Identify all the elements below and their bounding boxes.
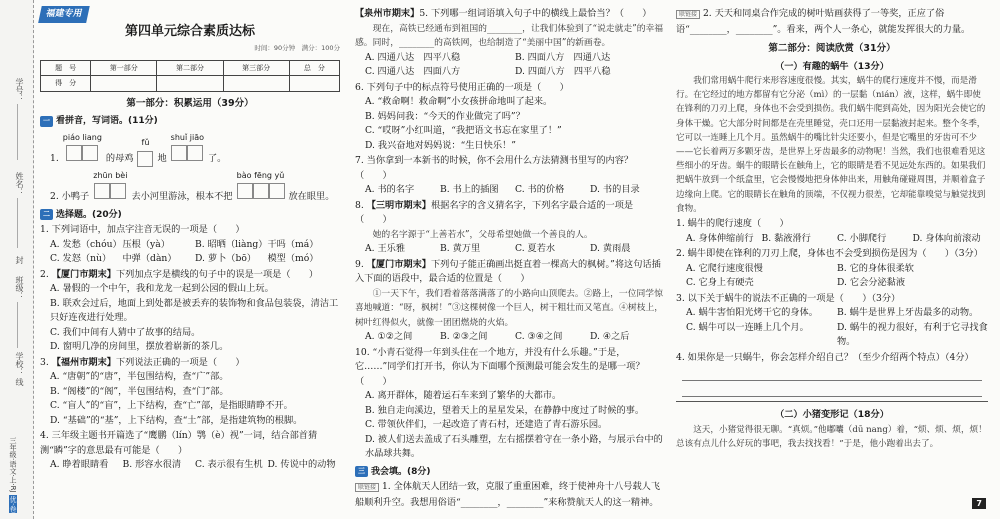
section-number-icon: 二	[40, 209, 53, 220]
option-a[interactable]: A. 王乐雅	[365, 243, 406, 254]
question-stem: 9. 【厦门市期末】下列句子能正确画出挺直着一棵高大的枫树。”将这句话插入下面的语段中，最合适的位置是（ ）	[355, 258, 661, 284]
option-list	[40, 458, 340, 473]
option-c[interactable]: C. ③④之间	[515, 331, 563, 342]
line-mark: 线	[15, 378, 24, 386]
option-d[interactable]: D. 身体向前滚动	[912, 232, 981, 244]
book-label	[4, 437, 18, 513]
option-c[interactable]: C. 表示很有生机	[195, 459, 263, 470]
option-d[interactable]: D. 蜗牛的视力很好，有利于它寻找食物。	[837, 321, 988, 348]
option-d[interactable]: D. 被人们送去盖成了石头雕塑，左右摇摆着守在一条小路，与展示台中的水晶球共舞。	[365, 433, 663, 459]
option-d[interactable]: D. “基础”的“基”，上下结构，查“土”部，是指建筑物的根脚。	[50, 414, 303, 426]
exam-meta: 时间：90分钟 满分：100分	[254, 44, 340, 52]
section-2-heading	[40, 208, 340, 223]
option-list	[676, 306, 988, 350]
passage-2-text: 这天，小猪觉得很无聊。“真烦。”他嘟囔（dū nang）着，“烦、烦、烦，烦！总该有点儿什么好玩的事吧，我去找找看！”于是，他小跑着出去了。	[676, 424, 987, 449]
option-list	[355, 183, 665, 198]
option-a[interactable]: A. 离开群体，随着运石车来到了繁华的大都市。	[365, 390, 562, 401]
question-stem: 4. 三年级主题书开篇选了“鹰鹏（lín）鹗（è）视”一词，结合部首猜测“瞵”字的意思最有可能是（ ）	[40, 430, 318, 456]
option-list	[676, 262, 988, 291]
question-text: 根据名字的含义猜名字，下列名字最合适的一项是（ ）	[355, 199, 634, 225]
question-stem: 2. 【厦门市期末】下列加点字是横线的句子中的误是一项是（ ）	[40, 268, 319, 280]
option-b[interactable]: B. ②③之间	[440, 331, 488, 342]
score-header-cell: 总 分	[289, 60, 339, 76]
question-text: 1. 全体航天人团结一致，克服了重重困难，终于使神舟十八号载人飞船顺利升空。我想用俗语“________，________”来称赞航天人的这一精神。	[355, 481, 661, 508]
pinyin-box-group	[237, 169, 285, 205]
question-text: 去小河里游泳，根本不把	[131, 191, 233, 202]
question-stem: 7. 当你拿到一本新书的时候，你不会用什么方法猜测书里写的内容？（ ）	[355, 155, 634, 181]
answer-box[interactable]	[94, 183, 110, 199]
region-badge: 福建专用	[38, 6, 90, 23]
part1-title: 第一部分：积累运用（39分）	[126, 97, 254, 109]
option-b-word: 干吗（má）	[267, 238, 319, 250]
name-line[interactable]	[17, 198, 18, 248]
option-d[interactable]: D. 黄雨晨	[590, 243, 631, 254]
pinyin-box-group	[137, 136, 153, 167]
score-input-cell[interactable]	[223, 76, 289, 92]
option-b[interactable]: B. “阁楼”的“阁”，半包围结构，查“门”部。	[50, 385, 229, 397]
school-label: 学校：	[15, 352, 24, 376]
score-label-cell: 得 分	[41, 76, 91, 92]
pinyin-box-group	[171, 131, 204, 167]
question-text: 下列加点字是横线的句子中的误是一项是（ ）	[116, 268, 319, 280]
part2-title: 第二部分：阅读欣赏（31分）	[768, 43, 896, 54]
option-list	[355, 389, 665, 462]
source-tag: 【泉州市期末】	[355, 8, 420, 19]
option-d[interactable]: D. 萝卜（bō）	[195, 253, 257, 264]
section-number-icon: 一	[40, 116, 53, 127]
page-title: 第四单元综合素质达标	[124, 23, 255, 39]
score-table	[40, 60, 340, 92]
column-1	[40, 6, 340, 473]
option-a[interactable]: A. ①②之间	[365, 331, 413, 342]
question-stem	[355, 7, 665, 22]
answer-box[interactable]	[82, 145, 98, 161]
option-b[interactable]: B. 妈妈问我：“今天的作业做完了吗”？	[365, 110, 525, 122]
section-divider	[676, 401, 988, 402]
option-c[interactable]: C. 书的价格	[515, 184, 565, 195]
section-1-title: 看拼音，写词语。(11分)	[56, 116, 158, 126]
question-stem: 2. 蜗牛即使在锋利的刀刃上爬，身体也不会受到损伤是因为（ ）（3分）	[676, 248, 983, 260]
passage-2-title: （二）小猪变形记（18分）	[775, 409, 889, 421]
option-list	[355, 95, 665, 153]
score-input-cell[interactable]	[157, 76, 223, 92]
score-header-cell: 第二部分	[157, 60, 223, 76]
section-1-heading	[40, 114, 340, 129]
page-number: 7	[972, 498, 986, 509]
option-c[interactable]: C. 小脚爬行	[837, 232, 887, 244]
option-d-word: 模型（mó）	[267, 253, 319, 264]
question-text: 放在眼里。	[288, 191, 335, 202]
option-c[interactable]: C. 蜗牛可以一连睡上几个月。	[686, 321, 809, 333]
pinyin-question-2	[50, 169, 340, 205]
question-quote: 她的名字源于“上善若水”，父母希望她做一个善良的人。	[372, 229, 593, 240]
option-a[interactable]: A. 蜗牛害怕阳光烤干它的身体。	[686, 307, 818, 319]
student-id-label: 学号：	[15, 78, 24, 102]
option-d[interactable]: D. 它会分泌黏液	[837, 277, 906, 289]
option-b[interactable]: B. 联欢会过后，地面上到处都是被丢弃的装饰物和食品包装袋，清洁工只好连夜进行处理。	[50, 297, 339, 323]
link-tag: 联链接	[355, 483, 379, 492]
source-tag: 【厦门市期末】	[51, 268, 116, 280]
source-tag: 【三明市期末】	[366, 199, 431, 211]
question-stem: 3. 以下关于蜗牛的说法不正确的一项是（ ）（3分）	[676, 292, 901, 304]
option-a[interactable]: A. “救命啊！救命啊”小女孩拼命地叫了起来。	[365, 96, 553, 107]
score-input-cell[interactable]	[91, 76, 157, 92]
option-list	[40, 238, 340, 267]
source-tag: 【厦门市期末】	[366, 258, 431, 270]
option-d[interactable]: D. 四面八方 四平八稳	[515, 66, 611, 77]
pinyin-text: piáo liang	[62, 132, 102, 142]
option-c[interactable]: C. 我们中间有人猜中了故事的结局。	[50, 326, 201, 338]
option-a[interactable]: A. 暑假的一个中午，我和龙龙一起到公园的假山上玩。	[50, 283, 274, 294]
option-a[interactable]: A. 它爬行速度很慢	[686, 262, 763, 274]
answer-line[interactable]	[682, 383, 982, 397]
question-text: 的母鸡	[105, 153, 134, 164]
option-b[interactable]: B. 蜗牛是世界上牙齿最多的动物。	[837, 307, 979, 319]
option-c[interactable]: C. 它身上有硬壳	[686, 277, 754, 289]
option-a[interactable]: A. 书的名字	[365, 184, 415, 195]
fold-mark: 封	[15, 256, 24, 264]
option-c[interactable]: C. 发怒（nù）	[50, 253, 112, 264]
section-3-heading	[355, 465, 665, 480]
question-text: 5. 下列哪一组词语填入句子中的横线上最恰当？（ ）	[419, 8, 652, 19]
option-d[interactable]: D. ④之后	[590, 331, 630, 342]
book-label-text: 三年级·语文·上·RJ	[9, 436, 17, 493]
option-list	[355, 51, 665, 80]
question-text: 2. 小鸭子	[50, 191, 90, 202]
option-a[interactable]: A. 身体伸缩前行	[686, 232, 754, 244]
binding-margin	[0, 0, 34, 519]
question-stem: 10. “小青石觉得一年到头住在一个地方，并没有什么乐趣。”于是，它……”同学们打开书，你认为下面哪个预测最可能会发生的是哪一项？（ ）	[355, 346, 645, 387]
answer-box[interactable]	[269, 183, 285, 199]
answer-box[interactable]	[187, 145, 203, 161]
answer-box[interactable]	[110, 183, 126, 199]
class-line[interactable]	[17, 302, 18, 348]
question-text: 下列说法正确的一项是（ ）	[116, 356, 245, 368]
option-c[interactable]: C. 带领伙伴们，一起改造了青石村，还建造了青石游乐园。	[365, 419, 608, 430]
option-d[interactable]: D. 传说中的动物	[267, 459, 336, 470]
class-label: 班级：	[15, 276, 24, 300]
option-d[interactable]: D. 窗明几净的房间里，摆放着崭新的茶几。	[50, 341, 229, 352]
option-a-word: 压根（yà）	[122, 238, 170, 250]
pinyin-text: shuǐ jiāo	[170, 132, 204, 142]
section-number-icon: 三	[355, 466, 368, 477]
question-stem: 8. 【三明市期末】根据名字的含义猜名字，下列名字最合适的一项是（ ）	[355, 199, 634, 225]
question-text: 地	[157, 153, 167, 164]
option-d[interactable]: D. 我兴奋地对妈妈说：“生日快乐！”	[365, 139, 516, 151]
question-stem: 4. 如果你是一只蜗牛，你会怎样介绍自己？（至少介绍两个特点）（4分）	[676, 351, 974, 363]
section-3-title: 我会填。(8分)	[371, 466, 431, 477]
option-a[interactable]: A. 睁着眼睛看	[50, 459, 109, 470]
option-b[interactable]: B. 独自走向溪边，望着天上的星星发呆，在静静中度过了时候的事。	[365, 404, 645, 416]
option-list	[355, 330, 665, 345]
question-stem: 3. 【福州市期末】下列说法正确的一项是（ ）	[40, 356, 245, 368]
option-b[interactable]: B. 书上的插图	[440, 184, 499, 195]
score-header-cell: 题 号	[41, 60, 91, 76]
question-stem	[355, 480, 665, 510]
question-stem: 1. 蜗牛的爬行速度（ ）	[676, 218, 789, 230]
brand-label: 优·卷	[9, 495, 17, 512]
option-a[interactable]: A. 发愁（chóu）	[50, 238, 122, 250]
column-2	[355, 6, 665, 510]
option-b[interactable]: B. 四面八方 四通八达	[515, 51, 611, 63]
question-stem: 6. 下列句子中的标点符号使用正确的一项是（ ）	[355, 81, 569, 93]
option-d[interactable]: D. 书的目录	[590, 184, 640, 195]
question-text: 下列句子能正确画出挺直着一棵高大的枫树。”将这句话插入下面的语段中，最合适的位置是（ ）	[355, 258, 661, 284]
answer-box[interactable]	[237, 183, 253, 199]
option-b[interactable]: B. 黄万里	[440, 243, 481, 254]
question-stem	[676, 7, 988, 37]
question-quote: 现在，高铁已经通布到祖国的________，让我们体验到了“说走就走”的幸福感。同时，________的高铁网，也给制造了“美丽中国”的新画卷。	[355, 23, 664, 48]
answer-box[interactable]	[137, 151, 153, 167]
option-c[interactable]: C. “盲人”的“盲”，上下结构，查“亡”部，是指眼睛睁不开。	[50, 400, 293, 411]
column-3	[676, 6, 988, 451]
option-b[interactable]: B. 形容水很清	[122, 459, 182, 470]
name-label: 姓名：	[15, 172, 24, 196]
pinyin-box-group	[63, 131, 102, 167]
question-quote: ①一天下午，我们看着落落满落了的小路向山顶爬去。②路上，一位同学惊喜地喊道：“呀，枫树！”③这棵树像一个巨人，树干粗壮而又笔直。④树枝上，树叶红得似火，就像一团团燃烧的火焰。	[355, 288, 664, 328]
answer-line[interactable]	[682, 367, 982, 381]
answer-box[interactable]	[253, 183, 269, 199]
pinyin-box-group	[93, 169, 127, 205]
option-c[interactable]: C. 四通八达 四面八方	[365, 66, 461, 77]
passage-1-title: （一）有趣的蜗牛（13分）	[775, 60, 889, 72]
pinyin-text: fǔ	[141, 138, 150, 147]
answer-box[interactable]	[66, 145, 82, 161]
section-2-title: 选择题。(20分)	[56, 209, 122, 220]
option-a[interactable]: A. 四通八达 四平八稳	[365, 51, 461, 63]
option-c-word: 中弹（dàn）	[122, 253, 177, 264]
score-header-cell: 第三部分	[223, 60, 289, 76]
option-list	[40, 282, 340, 355]
option-c[interactable]: C. 夏若水	[515, 243, 556, 254]
option-b[interactable]: B. 它的身体很柔软	[837, 262, 914, 274]
pinyin-text: bào fēng yǔ	[236, 170, 285, 180]
source-tag: 【福州市期末】	[51, 356, 116, 368]
answer-box[interactable]	[171, 145, 187, 161]
option-list	[355, 242, 665, 257]
option-b[interactable]: B. 昭晒（liàng）	[195, 238, 268, 250]
question-text: 了。	[208, 153, 227, 164]
question-stem: 1. 下列词语中，加点字注音无误的一项是（ ）	[40, 224, 245, 235]
option-list	[676, 232, 988, 247]
pinyin-question-1	[50, 131, 340, 167]
pinyin-text: zhūn bèi	[93, 170, 128, 180]
student-id-line[interactable]	[17, 104, 18, 160]
option-b[interactable]: B. 黏液滑行	[761, 232, 811, 244]
passage-1-text: 我们常用蜗牛爬行来形容速度很慢。其实，蜗牛的爬行速度并不慢，而是滑行。在它经过的地方都留有它分泌（mì）的一层黏（nián）液，这样，蜗牛即使在锋利的刀刃上爬，身体也不会受到损伤。我们蜗牛爬到高处，因为阳光会使它的身体干燥。它大部分时间都是在壳里睡觉，壳口还用一层黏液封起来。整个冬季，它可以一连睡上几个月。虽然蜗牛的嘴比针尖还要小，但是它嘴里的牙齿可不少——它长着两万多颗牙齿，是世界上牙齿最多的动物呢！当然，我们也很难看见这些细小的牙齿。蜗牛的眼睛长在触角上，它的眼睛是看不见远处东西的。如果我们把蜗牛放到一个纸盒里，它会慢慢地把身体伸出来，用触角碰碰周围，并顺着盒子边缘向上爬。它的眼睛长在触角的顶端，不仅视力很差，它却能靠嗅觉与触觉找到食物。	[676, 76, 986, 214]
option-c[interactable]: C. “哎呀”小红叫道，“我把语文书忘在家里了！”	[365, 125, 562, 136]
link-tag: 联链接	[676, 10, 700, 19]
option-list	[40, 370, 340, 428]
score-header-cell: 第一部分	[91, 60, 157, 76]
question-number: 1.	[50, 153, 59, 164]
option-a[interactable]: A. “唐朝”的“唐”，半包围结构，查“广”部。	[50, 371, 229, 382]
question-text: 2. 天天和同桌合作完成的树叶贴画获得了一等奖，正应了俗语“________，________”。看来，两个人一条心，就能发挥很大的力量。	[676, 8, 971, 35]
score-input-cell[interactable]	[289, 76, 339, 92]
